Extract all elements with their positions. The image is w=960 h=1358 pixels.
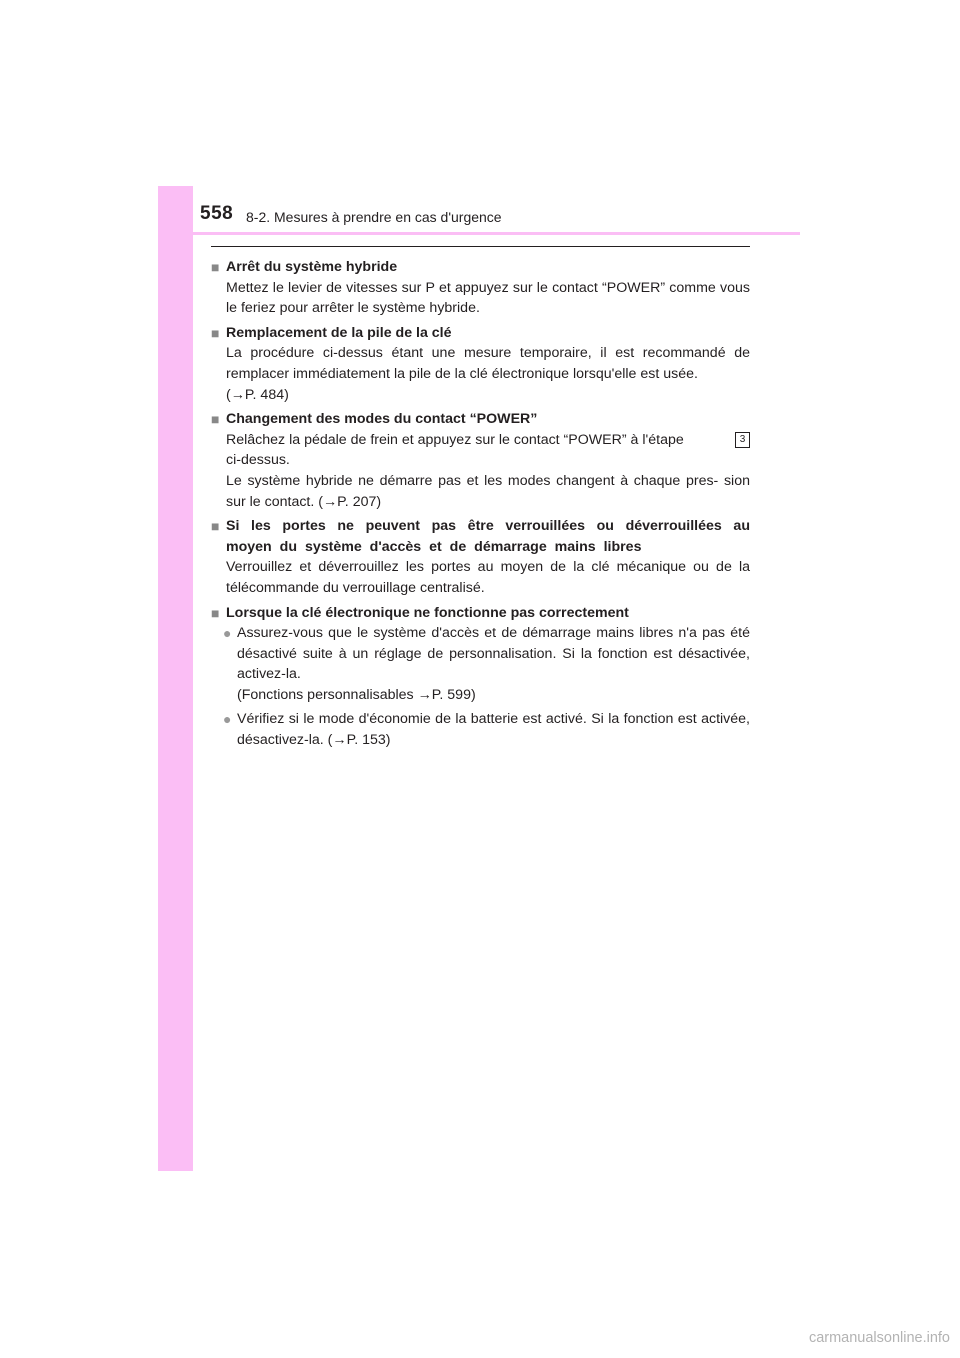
item-paragraph: Mettez le levier de vitesses sur P et appuyez sur le contact “POWER” comme vous le feriez pour arrêter le système hybride.: [226, 279, 750, 317]
page-number: 558: [200, 203, 234, 224]
sub-item: ● Vérifiez si le mode d'économie de la batterie est activé. Si la fonction est activée, désactivez-la. (→P. 153): [223, 709, 750, 750]
item-paragraph: Relâchez la pédale de frein et appuyez sur le contact “POWER” à l'étape 3 ci-dessus. Le système hybride ne démarre pas et les modes changent à chaque pres- sion sur le contact. (→P. 207): [226, 431, 750, 510]
content-top-rule: [211, 246, 750, 247]
item-key-malfunction: [211, 603, 750, 751]
page-reference: (Fonctions personnalisables →P. 599): [237, 686, 476, 703]
square-bullet-icon: ■: [211, 259, 220, 275]
item-heading: Si les portes ne peuvent pas être verrouillées ou déverrouillées au moyen du système d'accès et de démarrage mains libres: [226, 518, 750, 555]
sub-item: ● Assurez-vous que le système d'accès et de démarrage mains libres n'a pas été désactivé suite à un réglage de personnalisation. Si la fonction est désactivée, activez-la. (Fonctions personnalisables →P. 599): [223, 623, 750, 705]
step-number-badge: 3: [735, 432, 750, 448]
item-heading: Arrêt du système hybride: [226, 259, 398, 275]
square-bullet-icon: ■: [211, 411, 220, 428]
item-key-battery: [211, 323, 750, 405]
header-rule: [158, 232, 800, 235]
item-power-modes: [211, 409, 750, 512]
item-heading: Lorsque la clé électronique ne fonctionne pas correctement: [226, 604, 629, 621]
page-content: [211, 257, 750, 755]
item-paragraph: La procédure ci-dessus étant une mesure temporaire, il est recommandé de remplacer immédiatement la pile de la clé électronique lorsqu'elle est usée. (→P. 484): [226, 343, 750, 405]
round-bullet-icon: ●: [223, 625, 232, 642]
item-heading: Changement des modes du contact “POWER”: [226, 411, 538, 428]
watermark: carmanualsonline.info: [808, 1330, 950, 1346]
square-bullet-icon: ■: [211, 604, 220, 621]
item-heading: Remplacement de la pile de la clé: [226, 324, 452, 341]
item-paragraph: Verrouillez et déverrouillez les portes au moyen de la clé mécanique ou de la télécommande du verrouillage centralisé.: [226, 559, 750, 596]
section-title: 8-2. Mesures à prendre en cas d'urgence: [246, 209, 502, 225]
chapter-color-tab: [158, 186, 193, 1171]
round-bullet-icon: ●: [223, 711, 232, 728]
page-reference: (→P. 484): [226, 386, 289, 403]
square-bullet-icon: ■: [211, 324, 220, 341]
item-hybrid-stop: [211, 257, 750, 319]
item-doors-lock: [211, 516, 750, 598]
square-bullet-icon: ■: [211, 518, 220, 535]
